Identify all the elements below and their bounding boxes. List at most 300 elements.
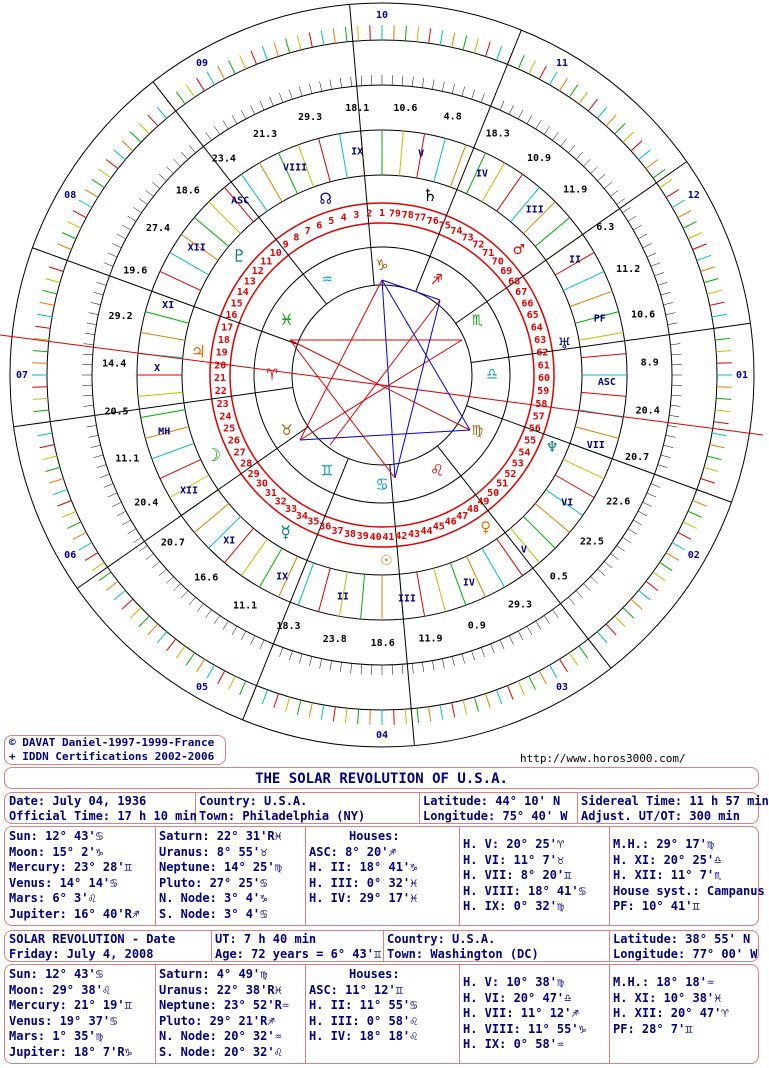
inner-tick <box>518 631 523 640</box>
inner-tick <box>260 640 264 649</box>
house-row: H. VII: 11° 12'♐ <box>463 1006 579 1020</box>
house-label: VII <box>586 440 605 452</box>
zodiac-sign-glyph: ♏ <box>471 309 483 330</box>
degree-tick <box>579 92 588 104</box>
degree-tick <box>394 710 395 725</box>
inner-tick <box>491 644 495 653</box>
degree-tick <box>139 123 149 134</box>
inner-tick <box>104 484 113 488</box>
aspect-line <box>395 300 440 478</box>
degree-tick <box>57 244 71 250</box>
inner-tick <box>422 78 423 88</box>
inner-tick <box>174 584 181 591</box>
inner-tick <box>112 243 121 247</box>
age-ring-number: 13 <box>243 276 256 288</box>
natal-houses-col2 <box>463 837 586 915</box>
band-tick <box>434 568 446 611</box>
degree-tick <box>623 608 634 618</box>
band-tick <box>194 504 228 533</box>
band-tick <box>581 392 626 396</box>
age-ring-number: 70 <box>491 256 504 268</box>
age-ring-number: 14 <box>236 287 249 299</box>
natal-latitude: Latitude: 44° 10' N <box>423 794 561 808</box>
degree-tick <box>405 709 406 724</box>
house-label: II <box>336 591 349 603</box>
inner-tick <box>122 225 131 230</box>
planet-glyph: ♇ <box>233 246 245 268</box>
natal-date: Date: July 04, 1936 <box>9 794 147 808</box>
inner-tick <box>655 272 664 275</box>
age-ring-number: 74 <box>450 226 463 238</box>
planet-row: Neptune: 14° 25'♍ <box>159 860 282 874</box>
degree-tick <box>550 72 558 85</box>
degree-tick <box>67 522 80 529</box>
planet-glyph: ♆ <box>546 436 558 458</box>
degree-tick <box>46 467 60 471</box>
inner-tick <box>509 105 513 114</box>
inner-tick <box>89 435 99 437</box>
house-row: H. IX: 0° 32'♍ <box>463 899 565 913</box>
inner-tick <box>152 561 160 567</box>
degree-tick <box>529 676 536 689</box>
degree-tick <box>429 28 431 43</box>
age-ring-number: 69 <box>500 266 513 278</box>
degree-tick <box>79 200 92 208</box>
natal-positions-box <box>4 826 765 926</box>
inner-tick <box>633 225 642 230</box>
outer-sector-label: 03 <box>555 681 569 693</box>
degree-tick <box>92 179 104 187</box>
natal-time: Official Time: 17 h 10 min <box>9 809 197 823</box>
inner-tick <box>232 626 237 635</box>
degree-tick <box>529 60 536 73</box>
inner-tick <box>361 664 362 674</box>
degree-tick <box>717 387 732 388</box>
age-ring-number: 40 <box>369 531 382 543</box>
inner-tick <box>622 537 630 543</box>
inner-tick <box>214 615 220 623</box>
degree-tick <box>186 85 194 97</box>
revolution-houses-col1 <box>309 967 417 1045</box>
degree-tick <box>345 708 347 723</box>
inner-tick <box>159 174 166 181</box>
degree-tick <box>53 490 67 495</box>
cusp-degree: 29.3 <box>298 111 323 123</box>
degree-tick <box>73 211 86 218</box>
inner-tick <box>666 435 676 437</box>
inner-tick <box>518 110 523 119</box>
age-ring-number: 62 <box>536 347 549 359</box>
age-ring-number: 53 <box>511 458 524 470</box>
inner-tick <box>91 302 101 304</box>
house-cusp-line <box>350 4 375 285</box>
degree-tick <box>518 55 524 69</box>
cusp-degree: 10.6 <box>393 103 418 114</box>
planet-row: Venus: 14° 14'♋ <box>9 875 118 890</box>
inner-tick <box>361 76 362 86</box>
degree-tick <box>130 608 141 618</box>
inner-tick <box>299 654 302 664</box>
age-ring-number: 68 <box>508 276 521 288</box>
age-ring-number: 54 <box>518 447 531 459</box>
revolution-houses-col2 <box>463 975 586 1053</box>
cusp-degree: 18.3 <box>276 621 301 633</box>
outer-sector-label: 02 <box>687 550 700 561</box>
revolution-label: SOLAR REVOLUTION - Date <box>9 932 176 946</box>
degree-tick <box>660 562 672 570</box>
zodiac-sign-glyph: ♈ <box>266 364 278 385</box>
age-ring-number: 39 <box>356 530 369 542</box>
zodiac-sign-glyph: ♋ <box>376 474 388 495</box>
band-tick <box>319 138 331 181</box>
planet-row: Mars: 6° 3'♌ <box>9 891 96 905</box>
age-ring-number: 76 <box>426 216 439 228</box>
age-ring-number: 21 <box>213 373 227 385</box>
inner-tick <box>260 101 264 110</box>
inner-tick <box>638 234 647 239</box>
age-ring-number: 43 <box>407 528 421 540</box>
inner-tick <box>146 190 154 196</box>
inner-tick <box>670 405 680 406</box>
house-row: H. VII: 8° 20'♊ <box>463 868 572 882</box>
age-ring-number: 23 <box>216 398 229 410</box>
band-tick <box>579 332 623 340</box>
age-ring-number: 4 <box>340 212 347 224</box>
revolution-date: Friday: July 4, 2008 <box>9 947 154 961</box>
inner-tick <box>643 502 652 506</box>
inner-tick <box>651 263 660 267</box>
revolution-town: Town: Washington (DC) <box>387 947 539 961</box>
band-tick <box>152 443 194 458</box>
band-tick <box>241 539 267 576</box>
cusp-degree: 20.7 <box>160 537 185 549</box>
degree-tick <box>683 222 696 229</box>
band-tick <box>450 145 465 187</box>
inner-tick <box>472 90 475 100</box>
degree-tick <box>569 653 577 665</box>
aspect-line <box>300 430 470 440</box>
house-row: H. VI: 11° 7'♉ <box>463 852 565 867</box>
degree-tick <box>440 30 443 45</box>
degree-tick <box>321 705 324 720</box>
degree-tick <box>666 190 679 198</box>
house-label: V <box>520 544 527 556</box>
degree-tick <box>333 28 335 43</box>
planet-row: Saturn: 4° 49'♍ <box>159 967 268 981</box>
outer-sector-label: 06 <box>64 550 77 561</box>
natal-header-box <box>4 792 769 824</box>
degree-tick <box>715 410 730 412</box>
credits-line-2: + IDDN Certifications 2002-2006 <box>9 750 215 763</box>
degree-tick <box>34 410 49 412</box>
age-ring-number: 61 <box>537 360 550 372</box>
degree-tick <box>114 150 125 160</box>
degree-tick <box>92 562 104 570</box>
inner-tick <box>591 576 598 583</box>
zodiac-sign-glyph: ♉ <box>281 419 293 440</box>
inner-tick <box>279 93 282 102</box>
degree-tick <box>274 694 279 708</box>
revolution-houses-col3 <box>613 975 729 1037</box>
house-row: M.H.: 18° 18'♒ <box>613 975 715 989</box>
planet-row: Uranus: 22° 38'R♓ <box>159 982 282 997</box>
degree-tick <box>539 671 546 684</box>
planet-row: N. Node: 20° 32'♒ <box>159 1029 282 1043</box>
planet-row: Moon: 29° 38'♌ <box>9 982 111 997</box>
band-tick <box>482 548 505 587</box>
age-ring-number: 65 <box>526 310 539 322</box>
site-url[interactable]: http://www.horos3000.com/ <box>520 752 686 765</box>
degree-tick <box>345 27 347 42</box>
inner-tick <box>181 152 188 159</box>
age-ring-number: 60 <box>537 373 551 385</box>
degree-tick <box>40 302 55 305</box>
inner-tick <box>663 445 673 447</box>
revolution-longitude: Longitude: 77° 00' W <box>613 947 758 961</box>
planet-row: S. Node: 20° 32'♌ <box>159 1044 282 1059</box>
cusp-degree: 10.6 <box>631 309 656 321</box>
inner-tick <box>232 115 237 124</box>
degree-tick <box>274 42 279 56</box>
age-ring-number: 45 <box>432 521 445 533</box>
house-cusp-line <box>416 30 525 291</box>
wheel-rings <box>10 3 754 747</box>
planet-row: Neptune: 23° 52'R♒ <box>159 998 290 1012</box>
age-ring-number: 2 <box>366 208 373 220</box>
inner-tick <box>83 395 93 396</box>
inner-tick <box>117 234 126 239</box>
inner-tick <box>604 182 612 188</box>
degree-tick <box>569 85 577 97</box>
inner-tick <box>289 651 292 661</box>
cusp-degree: 18.1 <box>345 103 370 115</box>
inner-tick <box>661 292 671 295</box>
planet-row: Uranus: 8° 55'♉ <box>159 844 268 859</box>
zodiac-sign-glyph: ♒ <box>321 268 333 290</box>
cusp-degree: 22.5 <box>579 536 604 548</box>
natal-planets-col2 <box>159 829 282 922</box>
inner-tick <box>299 87 302 97</box>
house-row: H. II: 18° 41'♑ <box>309 860 418 874</box>
degree-tick <box>688 233 702 239</box>
inner-tick <box>174 159 181 166</box>
age-ring-number: 72 <box>472 239 485 251</box>
cusp-degree: 16.6 <box>194 572 219 584</box>
inner-tick <box>108 493 117 497</box>
degree-tick <box>597 107 607 118</box>
degree-tick <box>486 42 491 56</box>
inner-tick <box>181 591 188 598</box>
age-ring-number: 28 <box>240 458 253 470</box>
house-row: M.H.: 29° 17'♍ <box>613 837 715 851</box>
degree-tick <box>333 707 335 722</box>
house-cusp-line <box>243 458 349 719</box>
age-ring-number: 34 <box>295 510 308 522</box>
age-ring-number: 18 <box>217 334 230 346</box>
degree-tick <box>62 233 76 239</box>
degree-tick <box>539 66 546 79</box>
house-row: H. XII: 20° 47'♈ <box>613 1006 729 1020</box>
house-label: XII <box>187 242 206 254</box>
inner-tick <box>146 554 154 560</box>
house-label: III <box>397 593 416 605</box>
inner-tick <box>598 569 605 576</box>
age-ring-number: 79 <box>388 208 401 220</box>
inner-tick <box>89 313 99 315</box>
degree-tick <box>697 255 711 260</box>
cusp-degree: 19.6 <box>123 265 148 277</box>
house-row: ASC: 8° 20'♐ <box>309 844 396 859</box>
inner-tick <box>658 465 668 468</box>
degree-tick <box>623 132 634 142</box>
degree-tick <box>122 141 133 151</box>
inner-tick <box>671 395 681 396</box>
inner-tick <box>241 110 246 119</box>
cusp-degree: 27.4 <box>145 222 171 234</box>
age-ring-number: 50 <box>487 487 500 499</box>
natal-adjust: Adjust. UT/OT: 300 min <box>581 809 740 823</box>
inner-tick <box>189 145 195 153</box>
natal-planets-col1 <box>9 829 139 922</box>
degree-tick <box>122 599 133 609</box>
house-row: H. XI: 20° 25'♎ <box>613 852 722 867</box>
band-tick <box>523 516 555 548</box>
cusp-degree: 4.8 <box>443 111 462 123</box>
inner-tick <box>509 636 513 645</box>
inner-tick <box>432 80 434 90</box>
planet-glyph: ☿ <box>280 522 292 543</box>
cusp-degree: 20.7 <box>625 452 650 464</box>
degree-tick <box>704 467 718 471</box>
degree-tick <box>639 150 650 160</box>
degree-tick <box>683 522 696 529</box>
degree-tick <box>32 363 47 364</box>
zodiac-sign-glyph: ♌ <box>431 459 443 481</box>
inner-tick <box>661 455 671 458</box>
cusp-degree: 11.9 <box>418 633 443 645</box>
inner-tick <box>617 545 625 551</box>
degree-tick <box>73 532 86 539</box>
age-ring-number: 20 <box>214 360 227 372</box>
age-ring-number: 73 <box>461 232 474 244</box>
house-cusp-line <box>77 427 308 589</box>
inner-tick <box>452 656 454 666</box>
degree-tick <box>497 690 502 704</box>
degree-tick <box>710 302 725 305</box>
degree-tick <box>358 26 359 41</box>
inner-tick <box>643 243 652 247</box>
house-row: H. XII: 11° 7'♏ <box>613 868 722 882</box>
age-ring-number: 30 <box>255 478 268 490</box>
age-ring-number: 7 <box>304 226 311 238</box>
inner-tick <box>481 93 484 102</box>
inner-tick <box>628 529 636 534</box>
cusp-degree: 20.4 <box>134 497 159 509</box>
inner-tick <box>544 126 550 134</box>
band-tick <box>138 392 183 396</box>
inner-tick <box>622 207 630 213</box>
inner-tick <box>133 207 141 213</box>
degree-tick <box>693 244 707 250</box>
inner-tick <box>552 610 558 618</box>
house-label: X <box>154 362 161 374</box>
band-tick <box>298 563 313 605</box>
degree-tick <box>716 351 731 352</box>
inner-tick <box>583 159 590 166</box>
planet-row: Moon: 15° 2'♑ <box>9 844 103 859</box>
inner-tick <box>670 344 680 345</box>
band-tick <box>339 134 347 178</box>
age-ring-number: 11 <box>260 256 273 268</box>
planet-row: Mars: 1° 35'♍ <box>9 1029 103 1043</box>
degree-tick <box>33 351 48 352</box>
natal-houses-col1 <box>309 829 417 907</box>
cusp-degree: 8.9 <box>640 357 659 369</box>
inner-tick <box>412 663 413 673</box>
age-ring-number: 33 <box>284 504 298 515</box>
inner-tick <box>330 80 332 90</box>
cusp-degree: 11.2 <box>616 264 641 276</box>
age-ring-number: 55 <box>524 435 537 447</box>
age-ring-number: 56 <box>528 423 541 435</box>
natal-country: Country: U.S.A. <box>199 794 308 808</box>
age-ring-number: 59 <box>537 386 550 398</box>
inner-tick <box>97 282 107 285</box>
inner-tick <box>100 474 109 477</box>
degree-tick <box>286 39 290 53</box>
inner-tick <box>583 584 590 591</box>
degree-tick <box>615 616 625 627</box>
band-tick <box>145 312 188 324</box>
planet-row: Jupiter: 16° 40'R♐ <box>9 906 140 921</box>
inner-tick <box>611 190 619 196</box>
zodiac-sign-glyph: ♐ <box>431 268 443 290</box>
inner-tick <box>658 282 668 285</box>
degree-tick <box>474 39 478 53</box>
degree-tick <box>678 532 691 539</box>
inner-tick <box>87 323 97 325</box>
age-ring-number: 37 <box>331 525 344 537</box>
degree-tick <box>646 160 658 169</box>
inner-tick <box>112 502 121 506</box>
band-tick <box>581 354 626 358</box>
planet-row: Sun: 12° 43'♋ <box>9 967 103 981</box>
band-tick <box>575 427 618 439</box>
house-label: IX <box>351 146 364 158</box>
chart-title: THE SOLAR REVOLUTION OF U.S.A. <box>4 767 759 789</box>
planet-glyph: ♅ <box>558 333 570 355</box>
inner-tick <box>628 216 636 221</box>
natal-sidereal: Sidereal Time: 11 h 57 min <box>581 794 769 808</box>
degree-tick <box>262 690 267 704</box>
planet-row: N. Node: 3° 4'♑ <box>159 891 268 905</box>
age-ring-number: 78 <box>401 210 414 221</box>
inner-tick <box>166 576 173 583</box>
inner-tick <box>330 661 332 671</box>
inner-tick <box>289 90 292 100</box>
house-row: PF: 10° 41'♊ <box>613 899 700 913</box>
inner-tick <box>638 511 647 516</box>
age-ring-number: 46 <box>444 516 457 528</box>
degree-tick <box>106 160 118 169</box>
cusp-degree: 29.2 <box>108 311 133 322</box>
band-tick <box>170 253 209 276</box>
outer-sector-label: 01 <box>735 370 749 381</box>
age-ring-number: 48 <box>466 504 480 515</box>
degree-tick <box>62 511 76 517</box>
zodiac-sign-glyph: ♊ <box>321 459 333 481</box>
inner-tick <box>122 520 131 525</box>
